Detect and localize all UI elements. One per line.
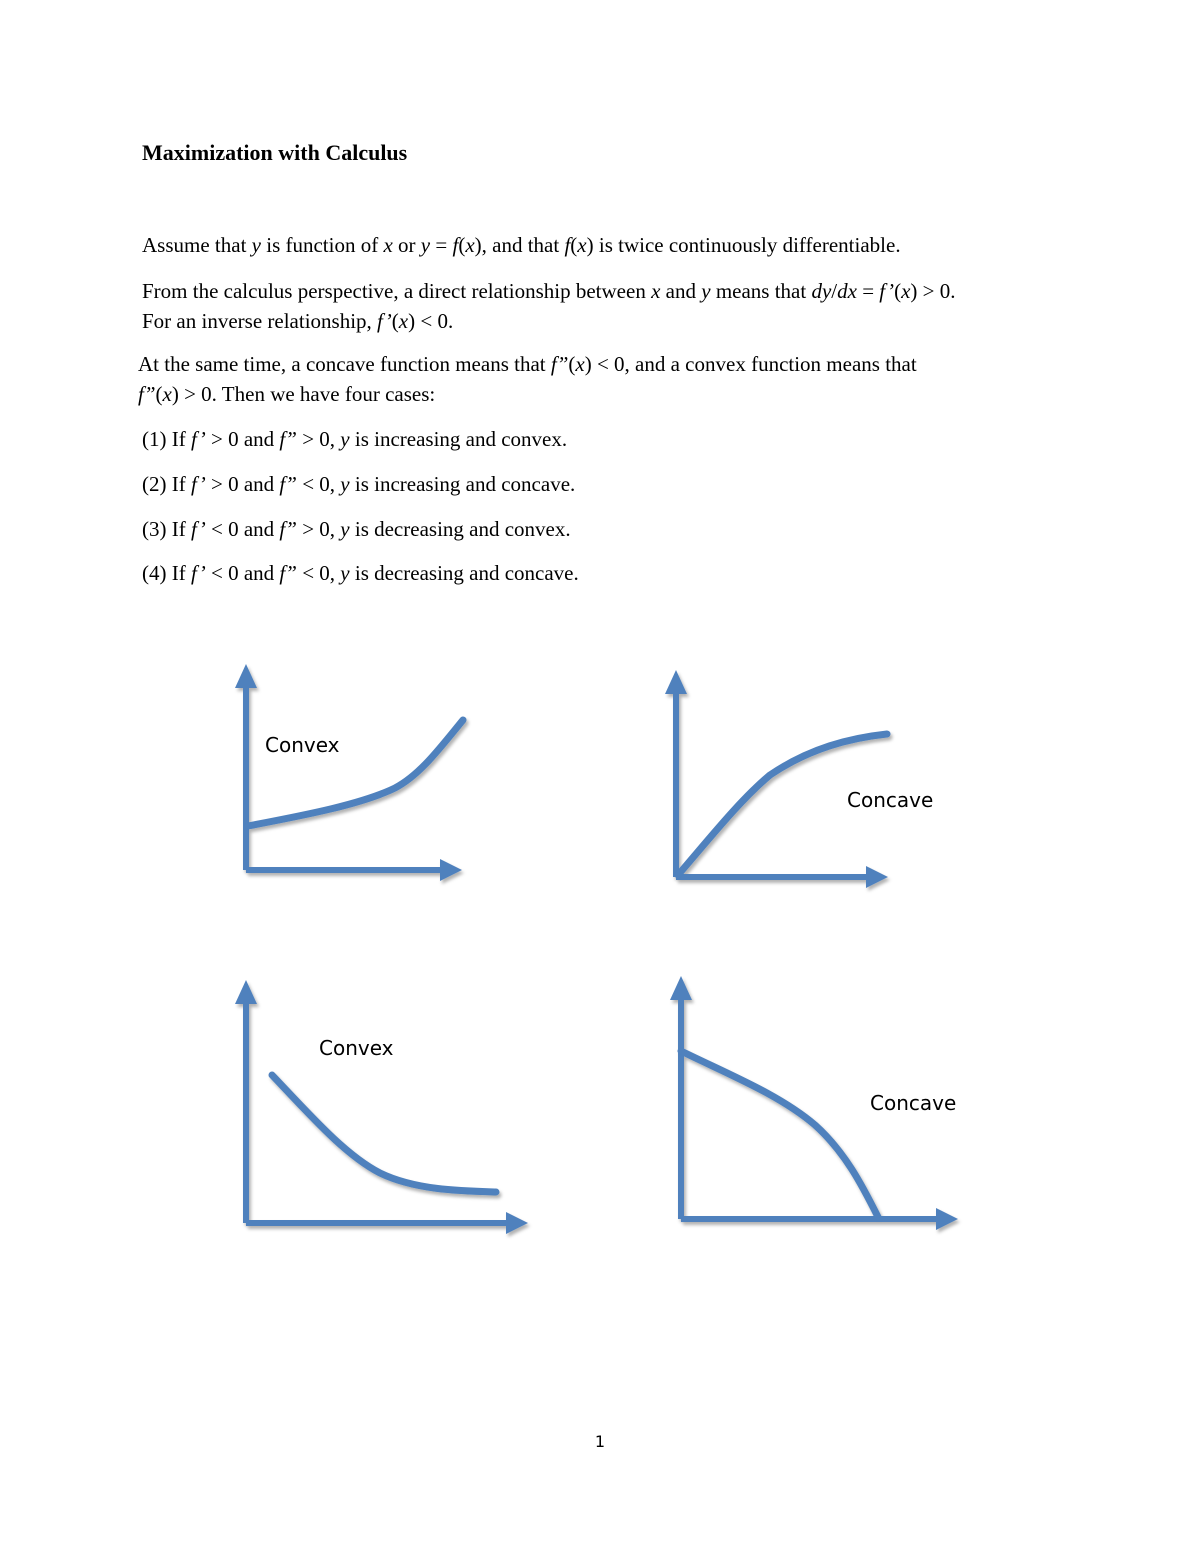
- document-title: Maximization with Calculus: [142, 140, 408, 165]
- paragraph-assumption: Assume that y is function of x or y = f(x), and that f(x) is twice continuously differentiable.: [142, 233, 901, 257]
- graph-increasing-convex: [235, 664, 463, 881]
- page-number: 1: [594, 1432, 606, 1451]
- graph-label-concave: Concave: [870, 1091, 957, 1115]
- y-axis-arrowhead: [670, 976, 692, 1000]
- x-axis-arrowhead: [506, 1212, 528, 1234]
- y-axis-arrowhead: [665, 670, 687, 694]
- x-axis-arrowhead: [936, 1208, 958, 1230]
- x-axis-arrowhead: [866, 866, 888, 888]
- graph-label-convex: Convex: [319, 1036, 394, 1060]
- case-item: (4) If f’ < 0 and f” < 0, y is decreasing and concave.: [142, 561, 579, 585]
- graph-increasing-concave: [665, 670, 888, 888]
- graph-decreasing-convex: [235, 980, 528, 1234]
- case-item: (2) If f’ > 0 and f” < 0, y is increasing and concave.: [142, 472, 576, 496]
- paragraph-concavity: At the same time, a concave function means that f”(x) < 0, and a convex function means that f”(x) > 0. Then we have four cases:: [138, 352, 917, 406]
- case-item: (1) If f’ > 0 and f” > 0, y is increasing and convex.: [142, 427, 568, 451]
- concave-curve: [681, 1051, 878, 1217]
- paragraph-relationship: From the calculus perspective, a direct relationship between x and y means that dy/dx = f’(x) > 0. For an inverse relationship, f’(x) < 0.: [142, 279, 956, 333]
- y-axis-arrowhead: [235, 980, 257, 1004]
- y-axis-arrowhead: [235, 664, 257, 688]
- graph-label-convex: Convex: [265, 733, 340, 757]
- graph-label-concave: Concave: [847, 788, 934, 812]
- case-item: (3) If f’ < 0 and f” > 0, y is decreasing and convex.: [142, 517, 571, 541]
- x-axis-arrowhead: [440, 859, 462, 881]
- convex-curve: [272, 1075, 496, 1192]
